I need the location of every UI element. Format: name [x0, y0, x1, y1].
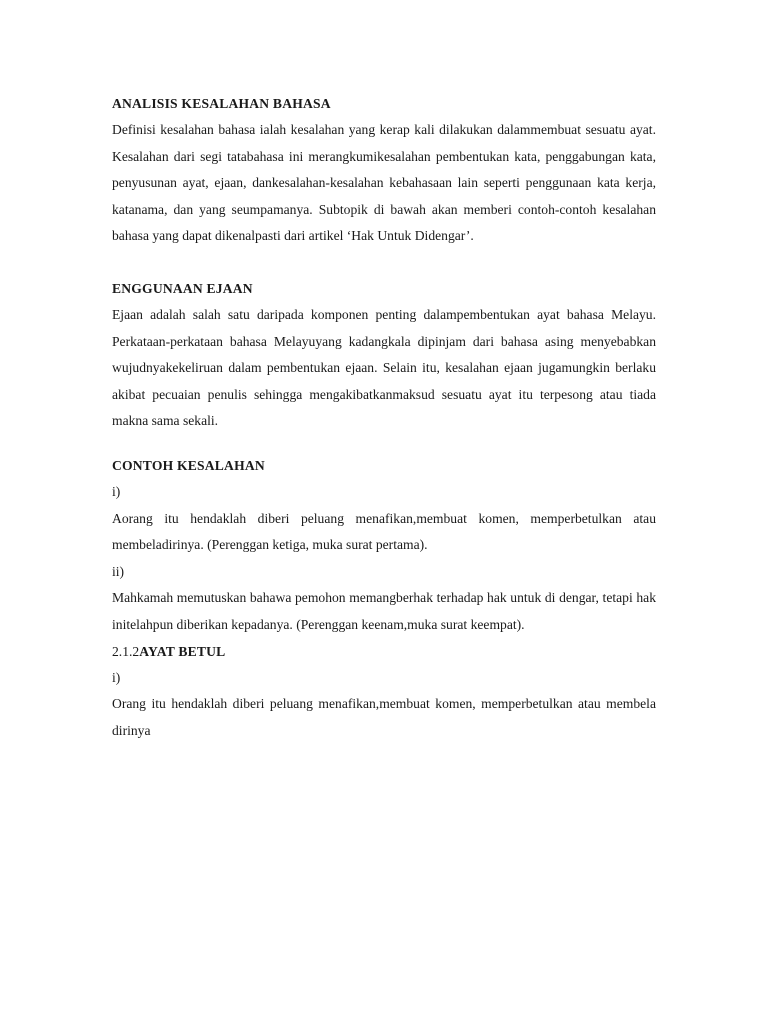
- spacer: [112, 435, 656, 453]
- list-item-text: Aorang itu hendaklah diberi peluang menafikan,membuat komen, memperbetulkan atau membeladirinya. (Perenggan ketiga, muka surat pertama).: [112, 510, 656, 553]
- document-page: [112, 91, 656, 744]
- list-item-text: Mahkamah memutuskan bahawa pemohon memangberhak terhadap hak untuk di dengar, tetapi hak initelahpun diberikan kepadanya. (Perenggan keenam,muka surat keempat).: [112, 590, 656, 632]
- list-item-text: Orang itu hendaklah diberi peluang menafikan,membuat komen, memperbetulkan atau membela dirinya: [112, 696, 656, 738]
- section-title: AYAT BETUL: [139, 643, 226, 659]
- list-label: i): [112, 669, 121, 685]
- section-heading-analisis: ANALISIS KESALAHAN BAHASA: [112, 96, 331, 111]
- section-heading-contoh: CONTOH KESALAHAN: [112, 457, 265, 473]
- section-number: 2.1.2: [112, 643, 140, 659]
- list-label: ii): [112, 563, 125, 579]
- section-heading-ejaan: ENGGUNAAN EJAAN: [112, 280, 253, 296]
- paragraph-ejaan: Ejaan adalah salah satu daripada komponen penting dalampembentukan ayat bahasa Melayu. Perkataan-perkataan bahasa Melayuyang kadangkala dipinjam dari bahasa asing menyebabkan wujudnyakekeliruan dalam pembentukan ejaan. Selain itu, kesalahan ejaan jugamungkin berlaku akibat pecuaian penulis sehingga mengakibatkanmaksud sesuatu ayat itu terpesong atau tiada makna sama sekali.: [112, 306, 656, 429]
- spacer: [112, 250, 656, 276]
- list-label: i): [112, 483, 121, 499]
- section-heading-ayat-betul: [112, 639, 656, 665]
- paragraph-definisi: Definisi kesalahan bahasa ialah kesalahan yang kerap kali dilakukan dalammembuat sesuatu ayat. Kesalahan dari segi tatabahasa ini merangkumikesalahan pembentukan kata, penggabungan kata, penyusunan ayat, ejaan, dankesalahan-kesalahan kebahasaan lain seperti penggunaan kata kerja, katanama, dan yang seumpamanya. Subtopik di bawah akan memberi contoh-contoh kesalahan bahasa yang dapat dikenalpasti dari artikel ‘Hak Untuk Didengar’.: [112, 122, 656, 244]
